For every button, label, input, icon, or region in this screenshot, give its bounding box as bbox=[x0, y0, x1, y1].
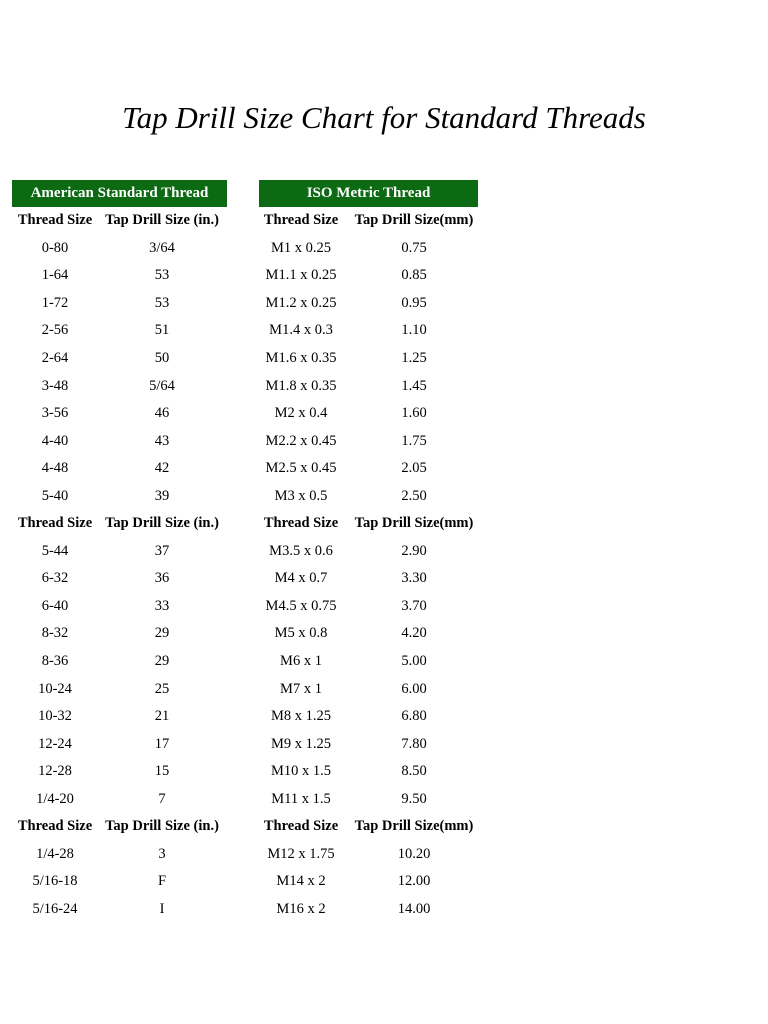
column-header-row bbox=[0, 813, 768, 841]
table-row bbox=[0, 345, 768, 373]
american-tap-drill-size: 53 bbox=[154, 267, 170, 284]
iso-thread-size: M8 x 1.25 bbox=[270, 708, 332, 725]
american-thread-size: 6-32 bbox=[41, 570, 69, 587]
iso-tap-drill-size: 1.25 bbox=[401, 349, 427, 366]
table-row bbox=[0, 786, 768, 814]
iso-thread-size: M4.5 x 0.75 bbox=[265, 597, 337, 614]
iso-thread-size: M1 x 0.25 bbox=[270, 239, 332, 256]
table-row bbox=[0, 317, 768, 345]
american-thread-size: 12-24 bbox=[38, 735, 72, 752]
american-tap-drill-size: 29 bbox=[154, 625, 170, 642]
american-thread-size: 10-24 bbox=[38, 680, 72, 697]
iso-tap-drill-size: 0.85 bbox=[401, 267, 427, 284]
table-row bbox=[0, 565, 768, 593]
iso-thread-size: M1.4 x 0.3 bbox=[269, 322, 333, 339]
col-header-tap-drill-in: Tap Drill Size (in.) bbox=[105, 515, 219, 531]
iso-tap-drill-size: 5.00 bbox=[401, 652, 427, 669]
iso-thread-size: M12 x 1.75 bbox=[267, 845, 335, 862]
american-tap-drill-size: 51 bbox=[154, 322, 170, 339]
iso-tap-drill-size: 2.90 bbox=[401, 542, 427, 559]
column-header-row bbox=[0, 510, 768, 538]
american-tap-drill-size: 25 bbox=[154, 680, 170, 697]
iso-thread-size: M14 x 2 bbox=[276, 873, 326, 890]
col-header-tap-drill-mm: Tap Drill Size(mm) bbox=[354, 818, 474, 834]
iso-tap-drill-size: 14.00 bbox=[397, 900, 431, 917]
col-header-tap-drill-mm: Tap Drill Size(mm) bbox=[354, 212, 474, 228]
iso-thread-size: M1.8 x 0.35 bbox=[265, 377, 337, 394]
iso-thread-size: M3 x 0.5 bbox=[274, 487, 328, 504]
iso-tap-drill-size: 1.45 bbox=[401, 377, 427, 394]
american-thread-size: 1/4-28 bbox=[36, 845, 74, 862]
american-thread-size: 8-32 bbox=[41, 625, 69, 642]
table-row bbox=[0, 896, 768, 924]
american-standard-thread-header: American Standard Thread bbox=[12, 180, 227, 207]
iso-thread-size: M1.6 x 0.35 bbox=[265, 349, 337, 366]
american-tap-drill-size: F bbox=[157, 873, 167, 890]
american-tap-drill-size: 33 bbox=[154, 597, 170, 614]
table-block-1 bbox=[0, 207, 768, 511]
table-row bbox=[0, 841, 768, 869]
col-header-thread-size: Thread Size bbox=[263, 515, 339, 531]
american-tap-drill-size: 53 bbox=[154, 294, 170, 311]
table-row bbox=[0, 593, 768, 621]
american-thread-size: 3-48 bbox=[41, 377, 69, 394]
american-thread-size: 5-44 bbox=[41, 542, 69, 559]
iso-tap-drill-size: 12.00 bbox=[397, 873, 431, 890]
iso-thread-size: M6 x 1 bbox=[280, 652, 322, 669]
col-header-tap-drill-mm: Tap Drill Size(mm) bbox=[354, 515, 474, 531]
iso-tap-drill-size: 8.50 bbox=[401, 763, 427, 780]
american-tap-drill-size: 39 bbox=[154, 487, 170, 504]
iso-thread-size: M4 x 0.7 bbox=[274, 570, 328, 587]
iso-tap-drill-size: 10.20 bbox=[397, 845, 431, 862]
american-thread-size: 1-72 bbox=[41, 294, 69, 311]
table-row bbox=[0, 648, 768, 676]
american-thread-size: 5-40 bbox=[41, 487, 69, 504]
iso-tap-drill-size: 3.70 bbox=[401, 597, 427, 614]
table-row bbox=[0, 676, 768, 704]
american-tap-drill-size: 21 bbox=[154, 708, 170, 725]
american-thread-size: 2-56 bbox=[41, 322, 69, 339]
iso-tap-drill-size: 4.20 bbox=[401, 625, 427, 642]
iso-thread-size: M7 x 1 bbox=[280, 680, 322, 697]
table-row bbox=[0, 731, 768, 759]
iso-thread-size: M9 x 1.25 bbox=[270, 735, 332, 752]
column-header-row bbox=[0, 207, 768, 235]
american-thread-size: 2-64 bbox=[41, 349, 69, 366]
iso-tap-drill-size: 0.95 bbox=[401, 294, 427, 311]
american-thread-size: 1/4-20 bbox=[36, 790, 74, 807]
table-row bbox=[0, 868, 768, 896]
page-title: Tap Drill Size Chart for Standard Threads bbox=[122, 100, 646, 135]
american-tap-drill-size: 7 bbox=[158, 790, 166, 807]
col-header-tap-drill-in: Tap Drill Size (in.) bbox=[105, 212, 219, 228]
iso-thread-size: M10 x 1.5 bbox=[270, 763, 332, 780]
american-thread-size: 6-40 bbox=[41, 597, 69, 614]
american-tap-drill-size: 42 bbox=[154, 460, 170, 477]
american-tap-drill-size: 15 bbox=[154, 763, 170, 780]
american-tap-drill-size: 46 bbox=[154, 405, 170, 422]
american-thread-size: 4-48 bbox=[41, 460, 69, 477]
american-tap-drill-size: 29 bbox=[154, 652, 170, 669]
table-row bbox=[0, 620, 768, 648]
col-header-thread-size: Thread Size bbox=[17, 212, 93, 228]
iso-thread-size: M16 x 2 bbox=[276, 900, 326, 917]
table-row bbox=[0, 758, 768, 786]
table-row bbox=[0, 538, 768, 566]
table-row bbox=[0, 428, 768, 456]
col-header-thread-size: Thread Size bbox=[263, 818, 339, 834]
table-row bbox=[0, 235, 768, 263]
iso-thread-size: M3.5 x 0.6 bbox=[269, 542, 333, 559]
iso-thread-size: M5 x 0.8 bbox=[274, 625, 328, 642]
iso-thread-size: M2.2 x 0.45 bbox=[265, 432, 337, 449]
iso-thread-size: M1.1 x 0.25 bbox=[265, 267, 337, 284]
iso-tap-drill-size: 3.30 bbox=[401, 570, 427, 587]
iso-tap-drill-size: 9.50 bbox=[401, 790, 427, 807]
american-thread-size: 10-32 bbox=[38, 708, 72, 725]
table-row bbox=[0, 400, 768, 428]
table-row bbox=[0, 455, 768, 483]
iso-metric-thread-header: ISO Metric Thread bbox=[259, 180, 478, 207]
iso-tap-drill-size: 0.75 bbox=[401, 239, 427, 256]
american-thread-size: 8-36 bbox=[41, 652, 69, 669]
american-tap-drill-size: 36 bbox=[154, 570, 170, 587]
american-tap-drill-size: I bbox=[159, 900, 165, 917]
iso-thread-size: M2 x 0.4 bbox=[274, 405, 328, 422]
col-header-tap-drill-in: Tap Drill Size (in.) bbox=[105, 818, 219, 834]
american-tap-drill-size: 17 bbox=[154, 735, 170, 752]
iso-tap-drill-size: 7.80 bbox=[401, 735, 427, 752]
american-thread-size: 1-64 bbox=[41, 267, 69, 284]
iso-thread-size: M1.2 x 0.25 bbox=[265, 294, 337, 311]
iso-tap-drill-size: 2.50 bbox=[401, 487, 427, 504]
iso-tap-drill-size: 1.60 bbox=[401, 405, 427, 422]
american-tap-drill-size: 3/64 bbox=[149, 239, 175, 256]
table-block-3 bbox=[0, 813, 768, 923]
col-header-thread-size: Thread Size bbox=[263, 212, 339, 228]
table-row bbox=[0, 483, 768, 511]
table-row bbox=[0, 290, 768, 318]
american-tap-drill-size: 3 bbox=[158, 845, 166, 862]
iso-tap-drill-size: 1.75 bbox=[401, 432, 427, 449]
iso-thread-size: M11 x 1.5 bbox=[271, 790, 331, 807]
table-block-2 bbox=[0, 510, 768, 814]
iso-tap-drill-size: 2.05 bbox=[401, 460, 427, 477]
table-row bbox=[0, 373, 768, 401]
table-row bbox=[0, 703, 768, 731]
american-tap-drill-size: 43 bbox=[154, 432, 170, 449]
american-thread-size: 5/16-24 bbox=[32, 900, 78, 917]
american-thread-size: 12-28 bbox=[38, 763, 72, 780]
american-tap-drill-size: 5/64 bbox=[149, 377, 175, 394]
table-row bbox=[0, 262, 768, 290]
iso-tap-drill-size: 6.00 bbox=[401, 680, 427, 697]
american-tap-drill-size: 50 bbox=[154, 349, 170, 366]
col-header-thread-size: Thread Size bbox=[17, 515, 93, 531]
american-thread-size: 5/16-18 bbox=[32, 873, 78, 890]
american-tap-drill-size: 37 bbox=[154, 542, 170, 559]
col-header-thread-size: Thread Size bbox=[17, 818, 93, 834]
american-thread-size: 4-40 bbox=[41, 432, 69, 449]
iso-tap-drill-size: 6.80 bbox=[401, 708, 427, 725]
iso-tap-drill-size: 1.10 bbox=[401, 322, 427, 339]
iso-thread-size: M2.5 x 0.45 bbox=[265, 460, 337, 477]
american-thread-size: 3-56 bbox=[41, 405, 69, 422]
american-thread-size: 0-80 bbox=[41, 239, 69, 256]
